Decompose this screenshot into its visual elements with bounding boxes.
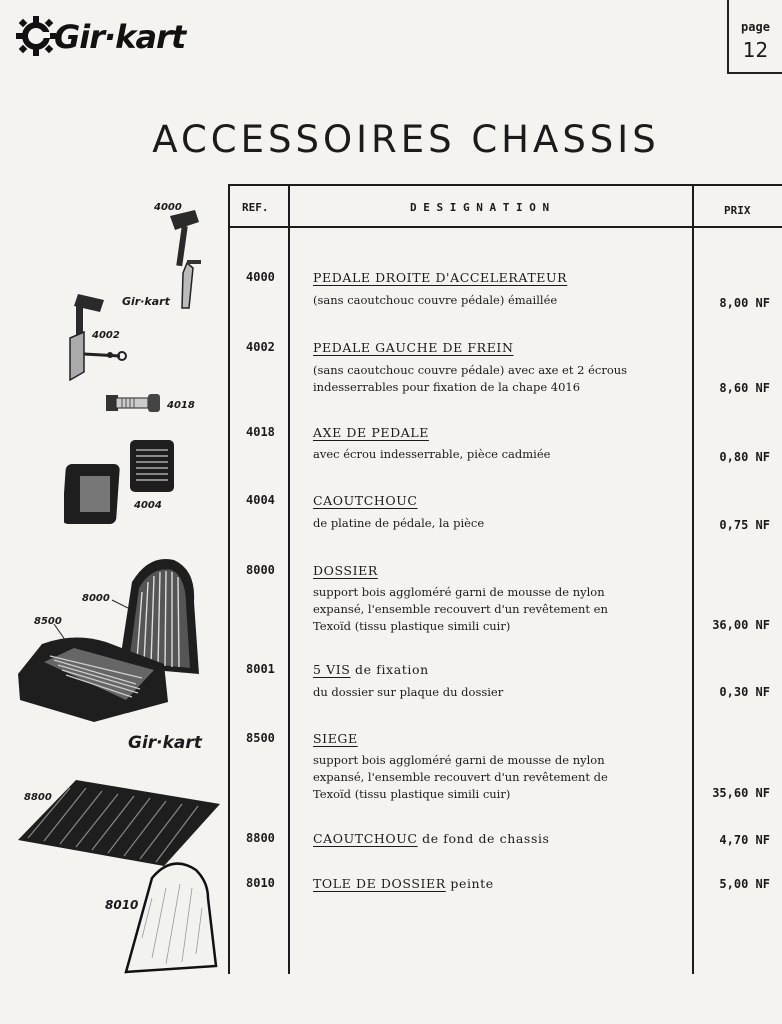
label-4000: 4000 <box>154 202 182 213</box>
label-4018: 4018 <box>167 400 195 411</box>
row-name <box>313 876 494 891</box>
row-description: de platine de pédale, la pièce <box>313 516 485 530</box>
row-name-main: CAOUTCHOUC <box>313 831 418 846</box>
label-8500: 8500 <box>34 616 62 627</box>
row-ref: 8001 <box>246 662 275 676</box>
row-name-main: TOLE DE DOSSIER <box>313 876 446 891</box>
small-logo-text-2: Gir·kart <box>128 733 202 753</box>
row-price: 4,70 NF <box>719 833 770 847</box>
brand-logo-text: Gir·kart <box>54 18 186 56</box>
row-name-main: CAOUTCHOUC <box>313 493 418 508</box>
header-ref: REF. <box>242 201 269 214</box>
row-name-main: AXE DE PEDALE <box>313 425 429 440</box>
label-4002: 4002 <box>92 330 120 341</box>
row-name-main: SIEGE <box>313 731 358 746</box>
page-title: ACCESSOIRES CHASSIS <box>152 118 660 161</box>
row-price: 0,80 NF <box>719 450 770 464</box>
row-price: 0,75 NF <box>719 518 770 532</box>
row-description: avec écrou indesserrable, pièce cadmiée <box>313 447 551 461</box>
row-price: 8,60 NF <box>719 381 770 395</box>
accelerator-pedal-illustration <box>165 208 210 313</box>
table-top-border <box>228 184 782 186</box>
row-description: support bois aggloméré garni de mousse de nylon expansé, l'ensemble recouvert d'un revêtement de Texoïd (tissu plastique simili cuir) <box>313 753 608 801</box>
row-ref: 4004 <box>246 493 275 507</box>
row-price: 35,60 NF <box>712 786 770 800</box>
row-name-main: 5 VIS <box>313 662 351 677</box>
row-price: 0,30 NF <box>719 685 770 699</box>
row-price: 8,00 NF <box>719 296 770 310</box>
pedal-axle-illustration <box>104 390 164 416</box>
table-header-border <box>228 226 782 228</box>
row-name <box>313 563 378 578</box>
page-label: page <box>741 20 770 34</box>
small-logo-text: Gir·kart <box>122 295 170 308</box>
row-name <box>313 493 418 508</box>
page-number-box <box>727 0 782 74</box>
row-description: du dossier sur plaque du dossier <box>313 685 504 699</box>
row-description: (sans caoutchouc couvre pédale) émaillée <box>313 293 558 307</box>
row-name <box>313 831 550 846</box>
row-description: (sans caoutchouc couvre pédale) avec axe et 2 écrous indesserrables pour fixation de la chape 4016 <box>313 363 628 394</box>
backrest-sheet-illustration <box>122 858 222 978</box>
gear-icon <box>16 14 56 58</box>
brake-pedal-illustration <box>60 292 140 382</box>
row-name <box>313 662 429 677</box>
floor-mat-illustration <box>16 776 222 868</box>
row-ref: 8010 <box>246 876 275 890</box>
row-name-main: DOSSIER <box>313 563 378 578</box>
row-name-suffix: de fixation <box>350 662 429 677</box>
row-price: 5,00 NF <box>719 877 770 891</box>
page-number: 12 <box>742 38 769 62</box>
row-name <box>313 340 514 355</box>
row-ref: 8500 <box>246 731 275 745</box>
brand-logo <box>16 14 216 60</box>
seat-and-backrest-illustration <box>14 552 204 727</box>
row-name-main: PEDALE GAUCHE DE FREIN <box>313 340 514 355</box>
row-ref: 8800 <box>246 831 275 845</box>
label-4004: 4004 <box>134 500 162 511</box>
row-name-suffix: de fond de chassis <box>417 831 550 846</box>
row-price: 36,00 NF <box>712 618 770 632</box>
row-ref: 4000 <box>246 270 275 284</box>
row-name <box>313 425 429 440</box>
rubber-pad-illustration <box>64 436 179 528</box>
header-price: PRIX <box>724 204 751 217</box>
row-description: support bois aggloméré garni de mousse de nylon expansé, l'ensemble recouvert d'un revêtement en Texoïd (tissu plastique simili cuir) <box>313 585 608 633</box>
row-name <box>313 731 358 746</box>
row-ref: 8000 <box>246 563 275 577</box>
label-8000: 8000 <box>82 593 110 604</box>
row-ref: 4002 <box>246 340 275 354</box>
table-ref-divider <box>288 184 290 974</box>
row-name-main: PEDALE DROITE D'ACCELERATEUR <box>313 270 568 285</box>
table-price-divider <box>692 184 694 974</box>
table-left-border <box>228 184 230 974</box>
row-name <box>313 270 567 285</box>
row-name-suffix: peinte <box>445 876 494 891</box>
header-designation: D E S I G N A T I O N <box>410 201 550 214</box>
label-8010: 8010 <box>105 898 139 912</box>
label-8800: 8800 <box>24 792 52 803</box>
row-ref: 4018 <box>246 425 275 439</box>
